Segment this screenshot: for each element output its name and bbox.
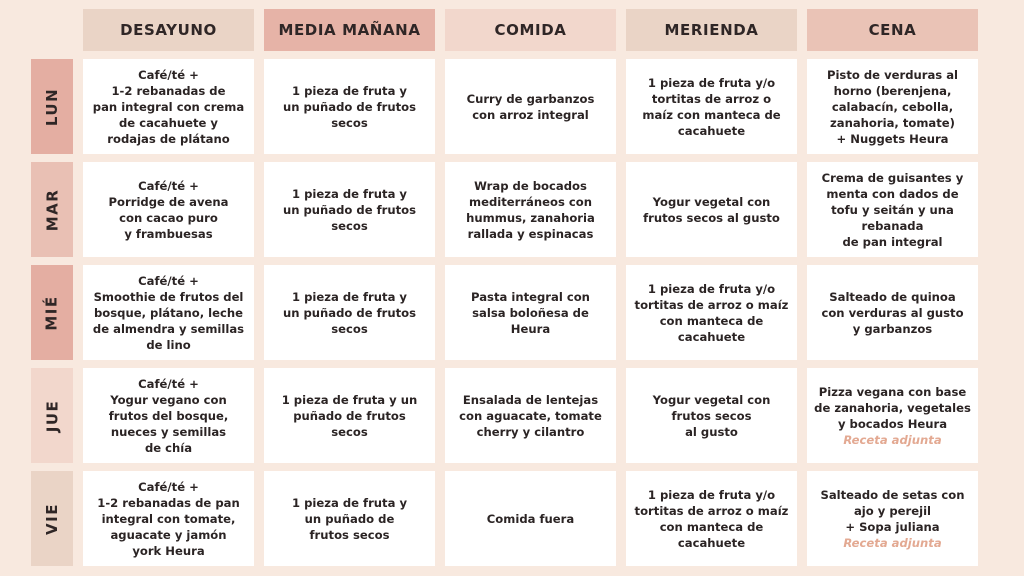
cell-mar-comida <box>445 162 616 257</box>
cell-text: Ensalada de lentejas con aguacate, tomate cherry y cilantro <box>459 392 602 439</box>
cell-jue-comida <box>445 368 616 463</box>
cell-text: 1 pieza de fruta y un puñado de frutos secos <box>281 392 418 439</box>
cell-text: Comida fuera <box>486 511 575 526</box>
cell-mar-desayuno <box>83 162 254 257</box>
cell-text: 1 pieza de fruta y un puñado de frutos secos <box>282 83 417 130</box>
cell-mie-comida <box>445 265 616 360</box>
cell-vie-cena <box>807 471 978 566</box>
cell-jue-media-manana <box>264 368 435 463</box>
cell-text: Pizza vegana con base de zanahoria, vegetales y bocados Heura <box>814 384 971 431</box>
cell-text: Salteado de quinoa con verduras al gusto y garbanzos <box>821 289 964 336</box>
header-cena: CENA <box>807 9 978 51</box>
cell-text: Crema de guisantes y menta con dados de tofu y seitán y una rebanada de pan integral <box>821 170 964 249</box>
cell-text: 1 pieza de fruta y/o tortitas de arroz o maíz con manteca de cacahuete <box>634 281 789 344</box>
cell-text: Café/té + 1-2 rebanadas de pan integral con tomate, aguacate y jamón york Heura <box>97 479 240 558</box>
header-comida: COMIDA <box>445 9 616 51</box>
day-text: MIÉ <box>42 294 61 331</box>
cell-text: Curry de garbanzos con arroz integral <box>466 91 595 122</box>
cell-vie-comida <box>445 471 616 566</box>
cell-mie-merienda <box>626 265 797 360</box>
cell-text: Pasta integral con salsa boloñesa de Heura <box>471 289 590 336</box>
header-merienda: MERIENDA <box>626 9 797 51</box>
cell-text: Café/té + Porridge de avena con cacao puro y frambuesas <box>108 178 229 241</box>
day-text: VIE <box>43 502 61 535</box>
cell-jue-cena <box>807 368 978 463</box>
cell-text: 1 pieza de fruta y/o tortitas de arroz o maíz con manteca de cacahuete <box>642 75 781 138</box>
recipe-link[interactable]: Receta adjunta <box>843 535 942 550</box>
cell-vie-desayuno <box>83 471 254 566</box>
header-desayuno: DESAYUNO <box>83 9 254 51</box>
cell-mie-cena <box>807 265 978 360</box>
cell-mar-cena <box>807 162 978 257</box>
cell-vie-merienda <box>626 471 797 566</box>
cell-text: Café/té + 1-2 rebanadas de pan integral con crema de cacahuete y rodajas de plátano <box>92 67 245 146</box>
day-text: LUN <box>42 87 61 126</box>
cell-text: 1 pieza de fruta y un puñado de frutos secos <box>282 186 417 233</box>
header-media-manana: MEDIA MAÑANA <box>264 9 435 51</box>
cell-lun-desayuno <box>83 59 254 154</box>
cell-lun-merienda <box>626 59 797 154</box>
day-text: JUE <box>42 399 61 432</box>
cell-text: 1 pieza de fruta y un puñado de frutos secos <box>291 495 408 542</box>
day-label-mie <box>31 265 73 360</box>
table-corner <box>31 9 73 51</box>
meal-plan-table <box>31 9 978 566</box>
cell-vie-media-manana <box>264 471 435 566</box>
cell-mar-media-manana <box>264 162 435 257</box>
cell-text: Café/té + Smoothie de frutos del bosque, plátano, leche de almendra y semillas de lino <box>92 273 245 352</box>
day-label-mar <box>31 162 73 257</box>
recipe-link[interactable]: Receta adjunta <box>843 432 942 447</box>
day-label-jue <box>31 368 73 463</box>
cell-lun-comida <box>445 59 616 154</box>
cell-text: Pisto de verduras al horno (berenjena, calabacín, cebolla, zanahoria, tomate) + Nuggets Heura <box>826 67 959 146</box>
day-label-lun <box>31 59 73 154</box>
cell-lun-media-manana <box>264 59 435 154</box>
cell-jue-desayuno <box>83 368 254 463</box>
cell-lun-cena <box>807 59 978 154</box>
cell-text: Yogur vegetal con frutos secos al gusto <box>643 194 780 225</box>
cell-mar-merienda <box>626 162 797 257</box>
cell-text: Yogur vegetal con frutos secos al gusto <box>652 392 771 439</box>
cell-mie-desayuno <box>83 265 254 360</box>
cell-text: 1 pieza de fruta y un puñado de frutos secos <box>282 289 417 336</box>
cell-text: Wrap de bocados mediterráneos con hummus, zanahoria rallada y espinacas <box>466 178 595 241</box>
cell-mie-media-manana <box>264 265 435 360</box>
cell-text: 1 pieza de fruta y/o tortitas de arroz o maíz con manteca de cacahuete <box>634 487 789 550</box>
cell-text: Café/té + Yogur vegano con frutos del bosque, nueces y semillas de chía <box>108 376 229 455</box>
cell-jue-merienda <box>626 368 797 463</box>
day-label-vie <box>31 471 73 566</box>
cell-text: Salteado de setas con ajo y perejil + Sopa juliana <box>820 487 965 534</box>
day-text: MAR <box>43 188 61 231</box>
